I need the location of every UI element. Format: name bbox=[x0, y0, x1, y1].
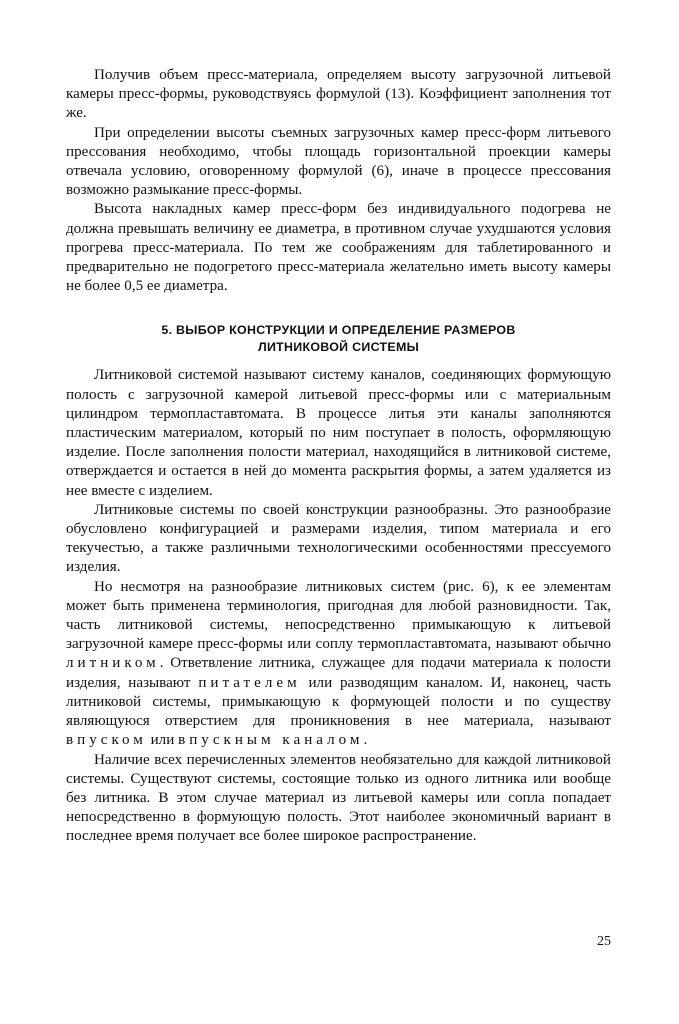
section-heading-line2: ЛИТНИКОВОЙ СИСТЕМЫ bbox=[257, 340, 420, 355]
section-heading bbox=[66, 322, 611, 356]
paragraph-elements-optional: Наличие всех перечисленных элементов необязательно для каждой литниковой системы. Существуют системы, состоящие только из одного литника или вообще без литника. В этом случае материал из литьевой камеры или сопла попадает непосредственно в формующую полость. Этот наиболее экономичный вариант в последнее время получает все более широкое распространение. bbox=[66, 751, 611, 845]
term-gate-channel: впускным каналом bbox=[178, 732, 364, 749]
paragraph-terminology bbox=[66, 578, 611, 751]
terminology-text-4: или bbox=[146, 732, 179, 749]
terminology-text-3: или разводящим каналом. И, наконец, часть литниковой системы, примыкающую к формующей полости и по существу являющуюся отверстием для проникновения в нее материала, называют bbox=[66, 674, 611, 730]
terminology-text-1: Но несмотря на разнообразие литниковых систем (рис. 6), к ее элементам может быть применена терминология, пригодная для любой разновидности. Так, часть литниковой системы, непосредственно примыкающую к литьевой загрузочной камере пресс-формы или соплу термопластавтомата, называют обычно bbox=[66, 578, 611, 653]
section-heading-line1: 5. ВЫБОР КОНСТРУКЦИИ И ОПРЕДЕЛЕНИЕ РАЗМЕРОВ bbox=[161, 323, 516, 338]
paragraph-overlay-chambers: Высота накладных камер пресс-форм без индивидуального подогрева не должна превышать величину ее диаметра, в противном случае ухудшаются условия прогрева пресс-материала. По тем же соображениям для таблетированного и предварительно не подогретого пресс-материала желательно иметь высоту камеры не более 0,5 ее диаметра. bbox=[66, 201, 611, 295]
term-gate: впуском bbox=[66, 732, 147, 749]
paragraph-chamber-height: При определении высоты съемных загрузочных камер пресс-форм литьевого прессования необходимо, чтобы площадь горизонтальной проекции камеры отвечала условию, оговоренному формулой (6), иначе в процессе прессования возможно размыкание пресс-формы. bbox=[66, 124, 611, 199]
paragraph-runner-variety: Литниковые системы по своей конструкции разнообразны. Это разнообразие обусловлено конфигурацией и размерами изделия, типом материала и его текучестью, а также различными технологическими особенностями прессуемого изделия. bbox=[66, 501, 611, 576]
terminology-text-5: . bbox=[363, 732, 368, 749]
page-body bbox=[66, 66, 611, 847]
paragraph-volume: Получив объем пресс-материала, определяем высоту загрузочной литьевой камеры пресс-формы, руководствуясь формулой (13). Коэффициент заполнения тот же. bbox=[66, 67, 611, 122]
page-number: 25 bbox=[597, 934, 611, 949]
term-sprue: литником bbox=[66, 655, 160, 672]
paragraph-runner-definition: Литниковой системой называют систему каналов, соединяющих формующую полость с загрузочной камерой литьевой пресс-формы или с материальным цилиндром термопластавтомата. В процессе литья эти каналы заполняются пластическим материалом, который по ним поступает в полость, оформляющую изделие. После заполнения полости материал, находящийся в литниковой системе, отверждается и остается в ней до момента раскрытия формы, а затем удаляется из нее вместе с изделием. bbox=[66, 367, 611, 499]
terminology-text-2: . Ответвление литника, служащее для подачи материала к полости изделия, называют bbox=[66, 655, 611, 691]
term-feeder: питателем bbox=[198, 674, 301, 691]
